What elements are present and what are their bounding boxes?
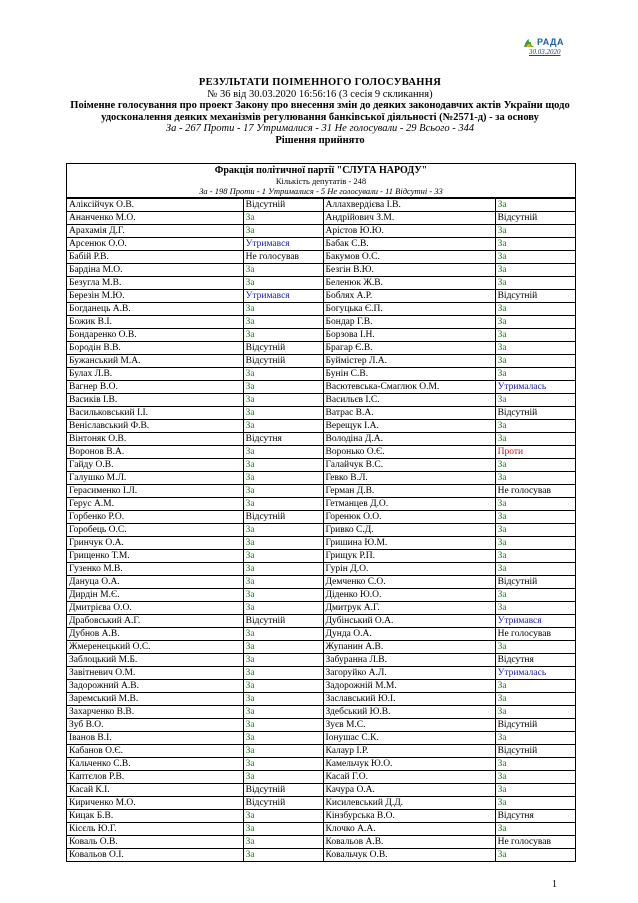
- deputy-name: Кисилевський Д.Д.: [323, 797, 495, 810]
- deputy-vote: За: [243, 654, 323, 667]
- deputy-name: Герус А.М.: [67, 498, 243, 511]
- table-row: [67, 602, 575, 615]
- deputy-vote: За: [243, 680, 323, 693]
- deputy-name: Каптєлов Р.В.: [67, 771, 243, 784]
- deputy-vote: За: [495, 433, 575, 446]
- deputy-vote: За: [243, 524, 323, 537]
- deputy-name: Божик В.І.: [67, 316, 243, 329]
- deputy-vote: Відсутній: [243, 199, 323, 212]
- table-row: [67, 667, 575, 680]
- page-title: РЕЗУЛЬТАТИ ПОІМЕННОГО ГОЛОСУВАННЯ: [198, 77, 442, 88]
- deputy-vote: За: [243, 537, 323, 550]
- table-row: [67, 264, 575, 277]
- deputy-name: Бунін С.В.: [323, 368, 495, 381]
- table-row: [67, 368, 575, 381]
- deputy-name: Грищук Р.П.: [323, 550, 495, 563]
- deputy-vote: За: [495, 563, 575, 576]
- table-row: [67, 381, 575, 394]
- faction-header: [67, 164, 575, 198]
- deputy-name: Гайду О.В.: [67, 459, 243, 472]
- table-row: [67, 394, 575, 407]
- deputy-name: Жмеренецький О.С.: [67, 641, 243, 654]
- deputy-vote: За: [495, 693, 575, 706]
- deputy-name: Калаур І.Р.: [323, 745, 495, 758]
- rada-logo: [523, 38, 573, 58]
- deputy-vote: За: [495, 849, 575, 862]
- deputy-vote: Утримався: [243, 238, 323, 251]
- table-row: [67, 758, 575, 771]
- deputy-name: Аллахвердієва І.В.: [323, 199, 495, 212]
- table-row: [67, 641, 575, 654]
- deputy-vote: Відсутній: [243, 797, 323, 810]
- table-row: [67, 498, 575, 511]
- deputy-vote: За: [243, 212, 323, 225]
- deputy-name: Кабанов О.Є.: [67, 745, 243, 758]
- deputy-vote: За: [495, 394, 575, 407]
- deputy-vote: За: [495, 680, 575, 693]
- deputy-name: Герасименко І.Л.: [67, 485, 243, 498]
- deputy-vote: Відсутній: [243, 784, 323, 797]
- deputy-vote: За: [495, 316, 575, 329]
- deputy-vote: За: [243, 693, 323, 706]
- deputy-vote: За: [243, 732, 323, 745]
- deputy-vote: Відсутня: [243, 433, 323, 446]
- deputy-vote: За: [243, 641, 323, 654]
- faction-stats: За - 198 Проти - 1 Утрималися - 5 Не голосували - 11 Відсутні - 33: [199, 186, 443, 196]
- deputy-name: Завітневич О.М.: [67, 667, 243, 680]
- deputy-vote: За: [243, 719, 323, 732]
- logo-text: РАДА: [537, 37, 564, 47]
- deputy-vote: За: [495, 706, 575, 719]
- deputy-vote: Не голосував: [495, 836, 575, 849]
- deputy-name: Арахамія Д.Г.: [67, 225, 243, 238]
- table-row: [67, 511, 575, 524]
- deputy-name: Бабак С.В.: [323, 238, 495, 251]
- deputy-vote: За: [495, 732, 575, 745]
- deputy-vote: За: [495, 589, 575, 602]
- deputy-vote: За: [243, 576, 323, 589]
- deputy-name: Бужанський М.А.: [67, 355, 243, 368]
- deputy-name: Дмитрук А.Г.: [323, 602, 495, 615]
- deputy-vote: За: [495, 199, 575, 212]
- table-row: [67, 732, 575, 745]
- vote-totals: За - 267 Проти - 17 Утрималися - 31 Не голосували - 29 Всього - 344: [165, 123, 475, 135]
- deputy-table: [67, 198, 575, 861]
- deputy-name: Безгін В.Ю.: [323, 264, 495, 277]
- deputy-name: Горобець О.С.: [67, 524, 243, 537]
- deputy-name: Ватрас В.А.: [323, 407, 495, 420]
- deputy-vote: За: [243, 277, 323, 290]
- deputy-vote: Відсутній: [243, 342, 323, 355]
- deputy-name: Бабій Р.В.: [67, 251, 243, 264]
- deputy-name: Коваль О.В.: [67, 836, 243, 849]
- deputy-name: Галайчук В.С.: [323, 459, 495, 472]
- deputy-name: Борзова І.Н.: [323, 329, 495, 342]
- logo-date: 30.03.2020: [529, 48, 561, 56]
- deputy-name: Брагар Є.В.: [323, 342, 495, 355]
- deputy-vote: Відсутня: [495, 654, 575, 667]
- deputy-name: Ковальов О.І.: [67, 849, 243, 862]
- deputy-name: Беленюк Ж.В.: [323, 277, 495, 290]
- deputy-name: Воронов В.А.: [67, 446, 243, 459]
- deputy-vote: За: [243, 498, 323, 511]
- deputy-name: Дмитрієва О.О.: [67, 602, 243, 615]
- deputy-name: Дубнов А.В.: [67, 628, 243, 641]
- deputy-name: Гевко В.Л.: [323, 472, 495, 485]
- deputy-vote: За: [243, 472, 323, 485]
- deputy-vote: За: [243, 706, 323, 719]
- deputy-name: Безугла М.В.: [67, 277, 243, 290]
- deputy-name: Веніславський Ф.В.: [67, 420, 243, 433]
- table-row: [67, 303, 575, 316]
- table-row: [67, 316, 575, 329]
- deputy-vote: За: [495, 225, 575, 238]
- deputy-name: Верещук І.А.: [323, 420, 495, 433]
- deputy-name: Здебський Ю.В.: [323, 706, 495, 719]
- deputy-name: Гузенко М.В.: [67, 563, 243, 576]
- deputy-name: Дубінський О.А.: [323, 615, 495, 628]
- deputy-vote: За: [243, 225, 323, 238]
- deputy-name: Богуцька Є.П.: [323, 303, 495, 316]
- deputy-name: Ананченко М.О.: [67, 212, 243, 225]
- table-row: [67, 355, 575, 368]
- deputy-vote: За: [243, 329, 323, 342]
- table-row: [67, 706, 575, 719]
- deputy-name: Заремський М.В.: [67, 693, 243, 706]
- deputy-name: Буймістер Л.А.: [323, 355, 495, 368]
- deputy-name: Дунда О.А.: [323, 628, 495, 641]
- deputy-vote: Відсутній: [495, 576, 575, 589]
- deputy-vote: За: [243, 368, 323, 381]
- deputy-vote: За: [495, 329, 575, 342]
- deputy-vote: Утрималась: [495, 667, 575, 680]
- deputy-name: Бакумов О.С.: [323, 251, 495, 264]
- deputy-vote: За: [495, 238, 575, 251]
- deputy-vote: За: [243, 563, 323, 576]
- vote-info: № 36 від 30.03.2020 16:56:16 (3 сесія 9 скликання): [207, 88, 433, 100]
- deputy-name: Арсенюк О.О.: [67, 238, 243, 251]
- deputy-vote: Відсутній: [243, 355, 323, 368]
- table-row: [67, 420, 575, 433]
- deputy-vote: За: [243, 303, 323, 316]
- table-row: [67, 459, 575, 472]
- table-row: [67, 576, 575, 589]
- deputy-vote: Відсутній: [243, 615, 323, 628]
- table-row: [67, 628, 575, 641]
- table-row: [67, 849, 575, 862]
- faction-name: Фракція політичної партії "СЛУГА НАРОДУ": [214, 165, 428, 176]
- deputy-vote: За: [495, 459, 575, 472]
- table-row: [67, 342, 575, 355]
- table-row: [67, 797, 575, 810]
- table-row: [67, 680, 575, 693]
- deputy-vote: За: [243, 602, 323, 615]
- deputy-name: Касай Г.О.: [323, 771, 495, 784]
- table-row: [67, 238, 575, 251]
- table-row: [67, 615, 575, 628]
- deputy-vote: За: [495, 524, 575, 537]
- deputy-vote: Відсутній: [495, 719, 575, 732]
- table-row: [67, 472, 575, 485]
- deputy-name: Задорожний А.В.: [67, 680, 243, 693]
- table-row: [67, 589, 575, 602]
- vote-subject: Поіменне голосування про проект Закону про внесення змін до деяких законодавчих актів України щодо удосконалення деяких механізмів регулювання банківської діяльності (№2571-д) - за основу: [70, 100, 570, 123]
- deputy-name: Васильєв І.С.: [323, 394, 495, 407]
- deputy-vote: За: [243, 381, 323, 394]
- table-row: [67, 823, 575, 836]
- deputy-vote: Відсутня: [495, 810, 575, 823]
- deputy-name: Васильковський І.І.: [67, 407, 243, 420]
- deputy-name: Касай К.І.: [67, 784, 243, 797]
- deputy-name: Арістов Ю.Ю.: [323, 225, 495, 238]
- deputy-vote: За: [243, 316, 323, 329]
- deputy-name: Заблоцький М.Б.: [67, 654, 243, 667]
- deputy-name: Кальченко С.В.: [67, 758, 243, 771]
- deputy-name: Гурін Д.О.: [323, 563, 495, 576]
- deputy-name: Галушко М.Л.: [67, 472, 243, 485]
- table-row: [67, 199, 575, 212]
- deputy-name: Гривко С.Д.: [323, 524, 495, 537]
- deputy-vote: За: [243, 485, 323, 498]
- table-row: [67, 485, 575, 498]
- deputy-vote: За: [243, 589, 323, 602]
- deputy-vote: За: [243, 849, 323, 862]
- deputy-name: Ковальов А.В.: [323, 836, 495, 849]
- faction-count: Кількість депутатів - 248: [275, 176, 367, 186]
- table-row: [67, 537, 575, 550]
- deputy-vote: Відсутній: [243, 511, 323, 524]
- deputy-name: Жупанин А.В.: [323, 641, 495, 654]
- deputy-vote: За: [243, 446, 323, 459]
- deputy-name: Бондар Г.В.: [323, 316, 495, 329]
- deputy-name: Дирдін М.Є.: [67, 589, 243, 602]
- deputy-vote: За: [243, 394, 323, 407]
- table-row: [67, 784, 575, 797]
- deputy-name: Гринчук О.А.: [67, 537, 243, 550]
- deputy-name: Андрійович З.М.: [323, 212, 495, 225]
- deputy-vote: За: [495, 823, 575, 836]
- deputy-name: Клочко А.А.: [323, 823, 495, 836]
- deputy-name: Зуєв М.С.: [323, 719, 495, 732]
- table-row: [67, 693, 575, 706]
- deputy-vote: За: [495, 303, 575, 316]
- deputy-vote: Відсутній: [495, 407, 575, 420]
- deputy-vote: За: [495, 797, 575, 810]
- deputy-name: Васютевська-Смаглюк О.М.: [323, 381, 495, 394]
- deputy-name: Захарченко В.В.: [67, 706, 243, 719]
- deputy-vote: Не голосував: [495, 485, 575, 498]
- deputy-name: Кириченко М.О.: [67, 797, 243, 810]
- deputy-name: Іванов В.І.: [67, 732, 243, 745]
- deputy-vote: За: [243, 628, 323, 641]
- table-row: [67, 290, 575, 303]
- deputy-vote: За: [243, 420, 323, 433]
- deputy-vote: За: [243, 407, 323, 420]
- table-row: [67, 836, 575, 849]
- table-row: [67, 563, 575, 576]
- deputy-name: Березін М.Ю.: [67, 290, 243, 303]
- deputy-name: Горбенко Р.О.: [67, 511, 243, 524]
- deputy-name: Вінтоняк О.В.: [67, 433, 243, 446]
- table-row: [67, 745, 575, 758]
- deputy-name: Гришина Ю.М.: [323, 537, 495, 550]
- deputy-vote: За: [243, 836, 323, 849]
- deputy-name: Бондаренко О.В.: [67, 329, 243, 342]
- deputy-name: Кінзбурська В.О.: [323, 810, 495, 823]
- deputy-vote: За: [495, 264, 575, 277]
- deputy-name: Бородін В.В.: [67, 342, 243, 355]
- deputy-name: Забуранна Л.В.: [323, 654, 495, 667]
- deputy-name: Булах Л.В.: [67, 368, 243, 381]
- deputy-name: Кісєль Ю.Г.: [67, 823, 243, 836]
- table-row: [67, 251, 575, 264]
- table-row: [67, 225, 575, 238]
- vote-decision: Рішення прийнято: [275, 134, 365, 146]
- deputy-vote: Відсутній: [495, 290, 575, 303]
- page-number: 1: [552, 879, 557, 890]
- deputy-vote: За: [495, 784, 575, 797]
- deputy-vote: Утримався: [495, 615, 575, 628]
- deputy-name: Дануца О.А.: [67, 576, 243, 589]
- deputy-name: Загоруйко А.Л.: [323, 667, 495, 680]
- deputy-vote: Не голосував: [243, 251, 323, 264]
- deputy-vote: За: [495, 368, 575, 381]
- deputy-vote: За: [243, 550, 323, 563]
- table-row: [67, 329, 575, 342]
- table-row: [67, 810, 575, 823]
- deputy-name: Володіна Д.А.: [323, 433, 495, 446]
- table-row: [67, 446, 575, 459]
- table-row: [67, 433, 575, 446]
- deputy-name: Качура О.А.: [323, 784, 495, 797]
- deputy-vote: За: [495, 251, 575, 264]
- deputy-name: Богданець А.В.: [67, 303, 243, 316]
- table-row: [67, 719, 575, 732]
- deputy-vote: За: [243, 459, 323, 472]
- deputy-name: Васиків І.В.: [67, 394, 243, 407]
- deputy-vote: За: [495, 758, 575, 771]
- table-row: [67, 771, 575, 784]
- deputy-vote: За: [495, 511, 575, 524]
- deputy-vote: За: [495, 771, 575, 784]
- deputy-vote: За: [495, 355, 575, 368]
- deputy-name: Аліксійчук О.В.: [67, 199, 243, 212]
- deputy-name: Зуб В.О.: [67, 719, 243, 732]
- deputy-vote: За: [495, 550, 575, 563]
- table-row: [67, 654, 575, 667]
- deputy-vote: За: [495, 537, 575, 550]
- deputy-vote: Утрималась: [495, 381, 575, 394]
- deputy-vote: За: [243, 823, 323, 836]
- deputy-name: Бардіна М.О.: [67, 264, 243, 277]
- deputy-name: Діденко Ю.О.: [323, 589, 495, 602]
- flame-icon: [523, 38, 535, 48]
- deputy-vote: За: [495, 602, 575, 615]
- deputy-vote: Проти: [495, 446, 575, 459]
- table-row: [67, 524, 575, 537]
- deputy-vote: Відсутній: [495, 745, 575, 758]
- deputy-name: Воронько О.Є.: [323, 446, 495, 459]
- table-row: [67, 407, 575, 420]
- deputy-vote: За: [495, 498, 575, 511]
- deputy-vote: За: [243, 745, 323, 758]
- deputy-vote: Відсутній: [495, 212, 575, 225]
- deputy-vote: За: [495, 277, 575, 290]
- table-row: [67, 212, 575, 225]
- deputy-vote: Не голосував: [495, 628, 575, 641]
- deputy-name: Грищенко Т.М.: [67, 550, 243, 563]
- deputy-name: Кицак Б.В.: [67, 810, 243, 823]
- table-row: [67, 277, 575, 290]
- deputy-vote: За: [495, 420, 575, 433]
- deputy-vote: За: [495, 641, 575, 654]
- deputy-name: Горенюк О.О.: [323, 511, 495, 524]
- document-header: [60, 77, 580, 147]
- faction-vote-table: [66, 163, 576, 862]
- deputy-vote: Утримався: [243, 290, 323, 303]
- deputy-vote: За: [243, 810, 323, 823]
- deputy-vote: За: [243, 758, 323, 771]
- deputy-name: Демченко С.О.: [323, 576, 495, 589]
- deputy-name: Боблях А.Р.: [323, 290, 495, 303]
- deputy-vote: За: [495, 472, 575, 485]
- deputy-name: Вагнер В.О.: [67, 381, 243, 394]
- deputy-vote: За: [243, 264, 323, 277]
- deputy-name: Гетманцев Д.О.: [323, 498, 495, 511]
- table-row: [67, 550, 575, 563]
- deputy-name: Герман Д.В.: [323, 485, 495, 498]
- deputy-vote: За: [243, 667, 323, 680]
- deputy-name: Драбовський А.Г.: [67, 615, 243, 628]
- deputy-name: Заславський Ю.І.: [323, 693, 495, 706]
- deputy-name: Задорожній М.М.: [323, 680, 495, 693]
- deputy-vote: За: [495, 342, 575, 355]
- deputy-name: Ковальчук О.В.: [323, 849, 495, 862]
- deputy-name: Камельчук Ю.О.: [323, 758, 495, 771]
- deputy-vote: За: [243, 771, 323, 784]
- deputy-name: Іонушас С.К.: [323, 732, 495, 745]
